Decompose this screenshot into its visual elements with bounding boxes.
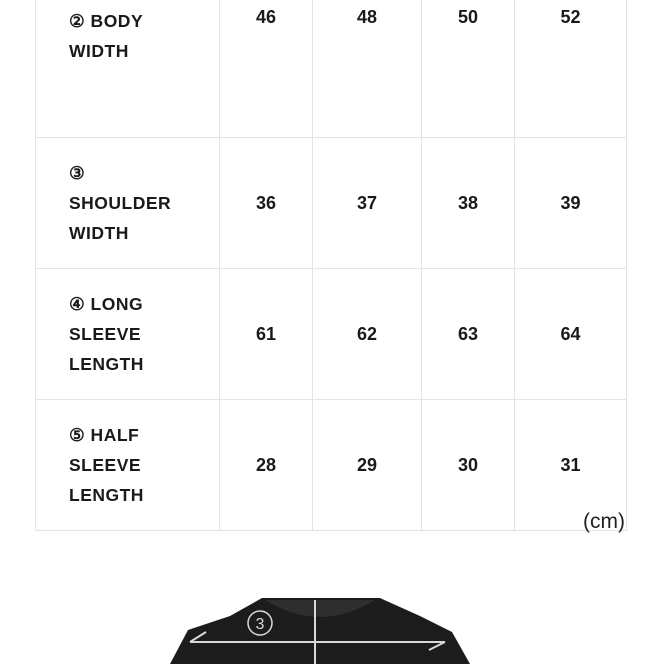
- cell: 31: [515, 400, 627, 531]
- table-row: [36, 400, 627, 531]
- size-chart-table: [35, 0, 627, 531]
- cell: 46: [220, 0, 313, 138]
- cell: 50: [422, 0, 515, 138]
- svg-text:3: 3: [255, 616, 265, 633]
- cell: 28: [220, 400, 313, 531]
- cell: 64: [515, 269, 627, 400]
- cell: 52: [515, 0, 627, 138]
- cell: 38: [422, 138, 515, 269]
- cell: 48: [313, 0, 422, 138]
- cell: 37: [313, 138, 422, 269]
- row-label: ④ LONG SLEEVE LENGTH: [36, 269, 220, 400]
- cell: 30: [422, 400, 515, 531]
- cell: 61: [220, 269, 313, 400]
- table-row: [36, 269, 627, 400]
- row-label: ⑤ HALF SLEEVE LENGTH: [36, 400, 220, 531]
- row-label: ② BODY WIDTH: [36, 0, 220, 138]
- row-label: ③ SHOULDER WIDTH: [36, 138, 220, 269]
- unit-label: (cm): [583, 510, 625, 533]
- cell: 29: [313, 400, 422, 531]
- table-row: [36, 0, 627, 138]
- cell: 63: [422, 269, 515, 400]
- cell: 39: [515, 138, 627, 269]
- cell: 36: [220, 138, 313, 269]
- jacket-diagram-image: [170, 594, 470, 664]
- table-row: [36, 138, 627, 269]
- cell: 62: [313, 269, 422, 400]
